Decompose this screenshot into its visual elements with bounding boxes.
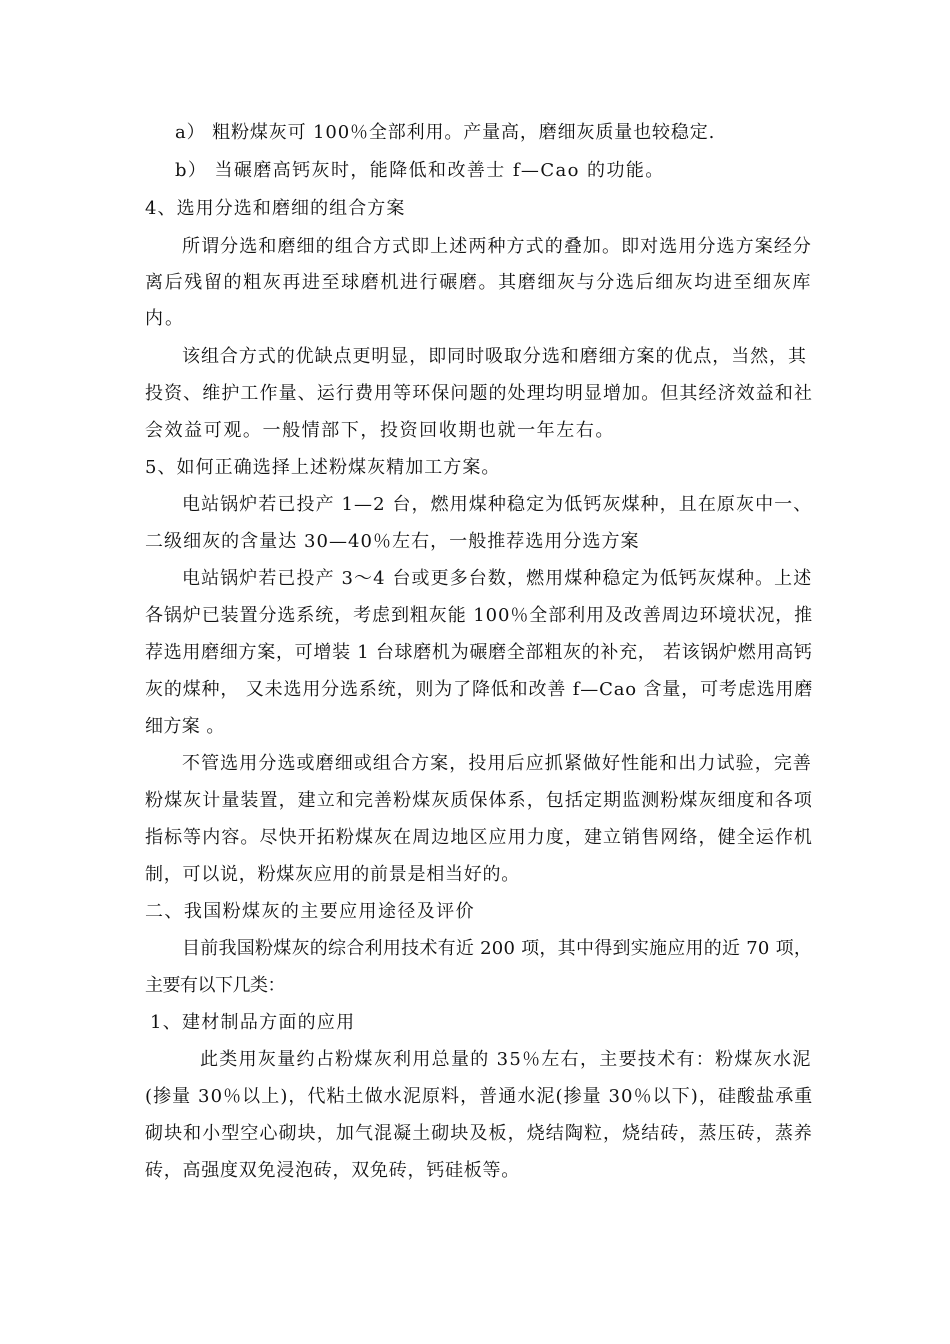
section-heading-4: 4、选用分选和磨细的组合方案: [145, 198, 405, 219]
section-heading-2: 二、我国粉煤灰的主要应用途径及评价: [145, 901, 475, 922]
paragraph-line: 电站锅炉若已投产 3～4 台或更多台数，燃用煤种稳定为低钙灰煤种。上述: [182, 568, 812, 589]
paragraph-line: 细方案 。: [145, 716, 225, 737]
section-heading-5: 5、如何正确选择上述粉煤灰精加工方案。: [145, 457, 500, 478]
list-item-b: b） 当碾磨高钙灰时，能降低和改善士 f—Cao 的功能。: [175, 160, 665, 181]
paragraph-line: 各锅炉已装置分选系统，考虑到粗灰能 100％全部利用及改善周边环境状况，推: [145, 605, 813, 626]
paragraph-line: 离后残留的粗灰再进至球磨机进行碾磨。其磨细灰与分选后细灰均进至细灰库: [145, 272, 812, 293]
paragraph-line: 砖，高强度双免浸泡砖，双免砖，钙硅板等。: [145, 1160, 520, 1181]
paragraph-line: 内。: [145, 308, 185, 329]
paragraph-line: 灰的煤种， 又未选用分选系统，则为了降低和改善 f—Cao 含量，可考虑选用磨: [145, 679, 813, 700]
paragraph-line: 此类用灰量约占粉煤灰利用总量的 35％左右，主要技术有：粉煤灰水泥: [200, 1049, 812, 1070]
list-item-a: a） 粗粉煤灰可 100％全部利用。产量高，磨细灰质量也较稳定.: [175, 122, 715, 143]
paragraph-line: 该组合方式的优缺点更明显，即同时吸取分选和磨细方案的优点，当然，其: [182, 346, 807, 367]
paragraph-line: 电站锅炉若已投产 1—2 台，燃用煤种稳定为低钙灰煤种，且在原灰中一、: [182, 494, 812, 515]
paragraph-line: 砌块和小型空心砌块，加气混凝土砌块及板，烧结陶粒，烧结砖，蒸压砖，蒸养: [145, 1123, 813, 1144]
paragraph-line: 所谓分选和磨细的组合方式即上述两种方式的叠加。即对选用分选方案经分: [182, 236, 812, 257]
paragraph-line: 不管选用分选或磨细或组合方案，投用后应抓紧做好性能和出力试验，完善: [182, 753, 812, 774]
paragraph-line: 会效益可观。一般情部下，投资回收期也就一年左右。: [145, 420, 615, 441]
paragraph-line: 二级细灰的含量达 30—40％左右，一般推荐选用分选方案: [145, 531, 640, 552]
paragraph-line: 主要有以下几类：: [145, 975, 285, 996]
paragraph-line: 粉煤灰计量装置，建立和完善粉煤灰质保体系，包括定期监测粉煤灰细度和各项: [145, 790, 813, 811]
paragraph-line: (掺量 30％以上)，代粘土做水泥原料，普通水泥(掺量 30％以下)，硅酸盐承重: [145, 1086, 813, 1107]
paragraph-line: 投资、维护工作量、运行费用等环保问题的处理均明显增加。但其经济效益和社: [145, 383, 813, 404]
paragraph-line: 荐选用磨细方案，可增装 1 台球磨机为碾磨全部粗灰的补充， 若该锅炉燃用高钙: [145, 642, 813, 663]
paragraph-line: 目前我国粉煤灰的综合利用技术有近 200 项，其中得到实施应用的近 70 项，: [182, 938, 812, 959]
paragraph-line: 制，可以说，粉煤灰应用的前景是相当好的。: [145, 864, 520, 885]
subsection-heading-1: 1、建材制品方面的应用: [150, 1012, 355, 1033]
paragraph-line: 指标等内容。尽快开拓粉煤灰在周边地区应用力度，建立销售网络，健全运作机: [145, 827, 813, 848]
